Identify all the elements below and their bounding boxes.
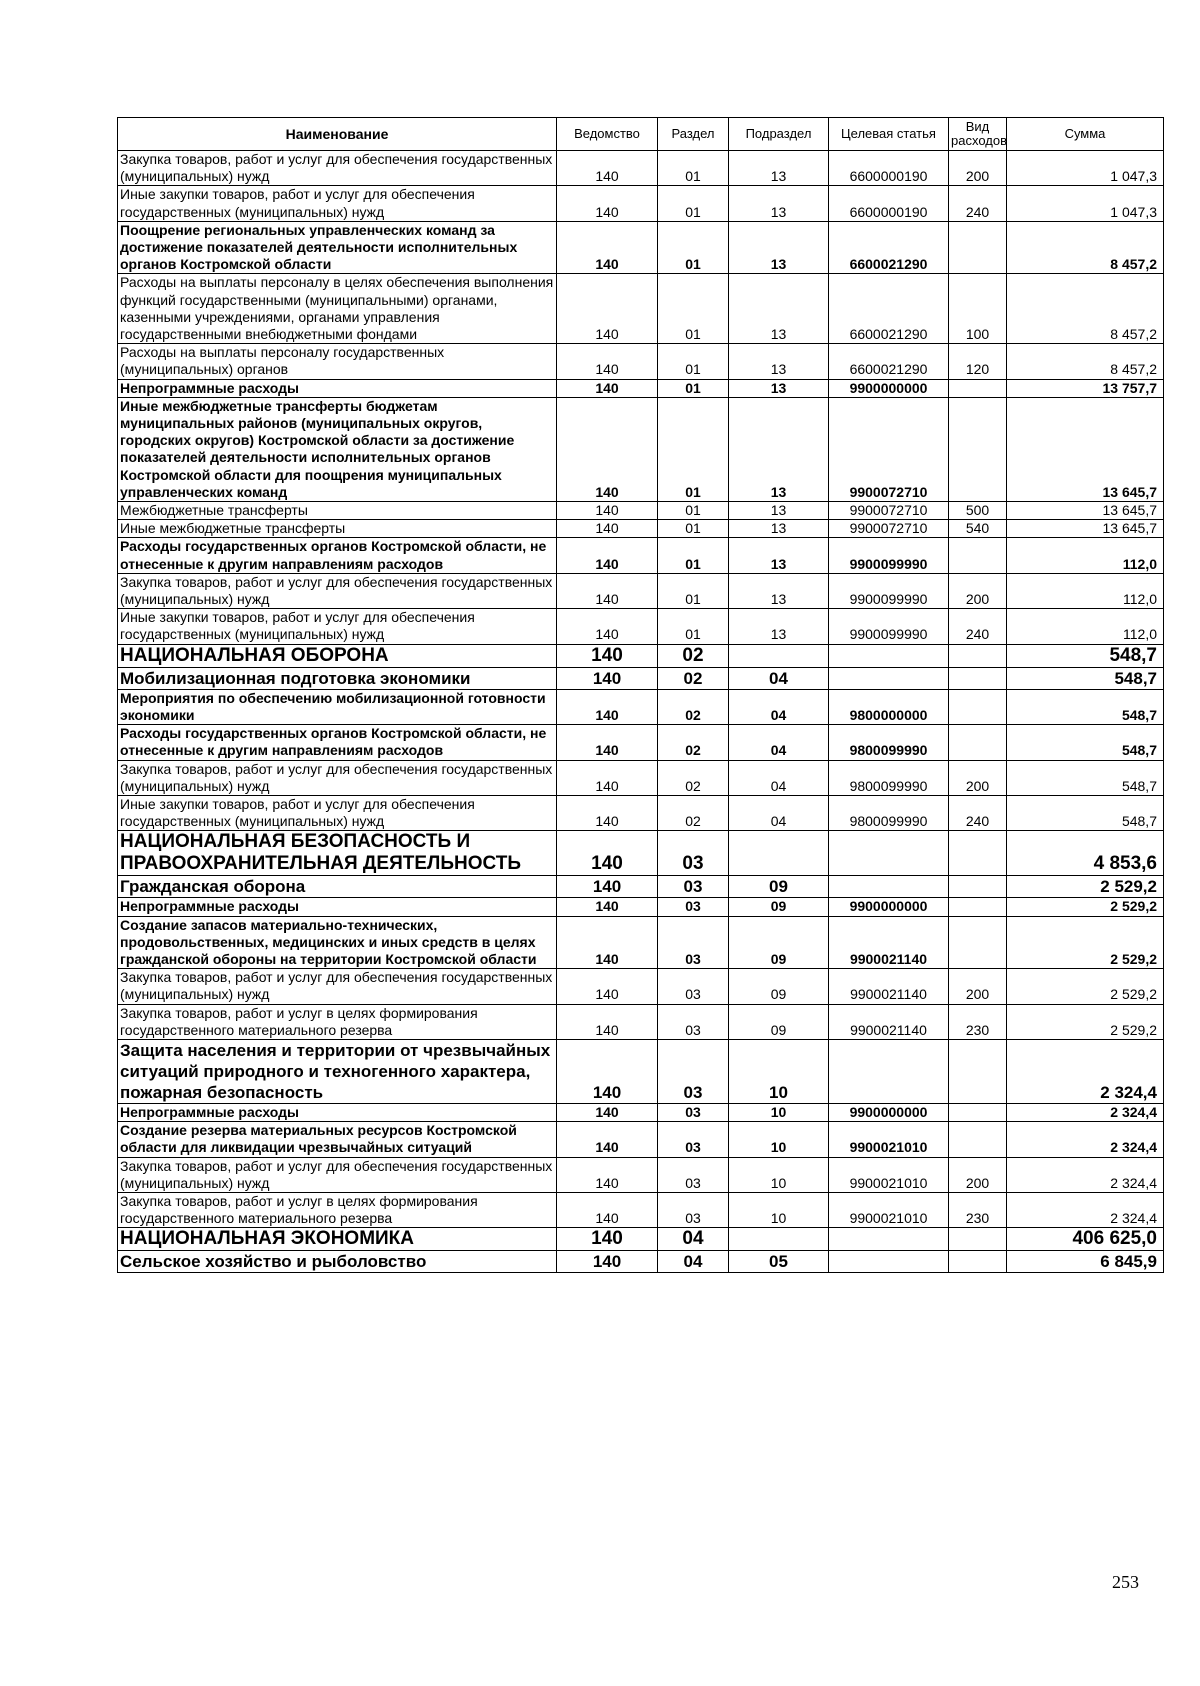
- cell-name: НАЦИОНАЛЬНАЯ ОБОРОНА: [118, 644, 557, 667]
- table-row: [118, 689, 1164, 724]
- cell-vedomstvo: 140: [557, 344, 658, 379]
- cell-razdel: 04: [658, 1251, 729, 1273]
- cell-vedomstvo: 140: [557, 667, 658, 689]
- cell-name: Создание запасов материально-технических, продовольственных, медицинских и иных средств в целях гражданской обороны на территории Костромской области: [118, 916, 557, 969]
- header-statya: Целевая статья: [829, 118, 949, 151]
- cell-name: Защита населения и территории от чрезвычайных ситуаций природного и техногенного характера, пожарная безопасность: [118, 1039, 557, 1103]
- cell-razdel: 01: [658, 274, 729, 344]
- cell-razdel: 01: [658, 221, 729, 274]
- cell-statya: 9800099990: [829, 795, 949, 830]
- cell-vid: 500: [949, 502, 1007, 520]
- cell-vid: [949, 1228, 1007, 1251]
- cell-statya: 9900099990: [829, 609, 949, 644]
- table-row: [118, 1103, 1164, 1121]
- cell-summa: 6 845,9: [1007, 1251, 1164, 1273]
- cell-vid: 230: [949, 1004, 1007, 1039]
- cell-vedomstvo: 140: [557, 916, 658, 969]
- table-row: [118, 520, 1164, 538]
- cell-statya: 9900072710: [829, 520, 949, 538]
- cell-podrazdel: 13: [729, 520, 829, 538]
- cell-vid: 200: [949, 1157, 1007, 1192]
- cell-name: Иные закупки товаров, работ и услуг для обеспечения государственных (муниципальных) нужд: [118, 186, 557, 221]
- table-row: [118, 573, 1164, 608]
- cell-name: Сельское хозяйство и рыболовство: [118, 1251, 557, 1273]
- cell-podrazdel: 10: [729, 1192, 829, 1227]
- cell-razdel: 04: [658, 1228, 729, 1251]
- cell-summa: 548,7: [1007, 795, 1164, 830]
- cell-summa: 2 324,4: [1007, 1192, 1164, 1227]
- cell-statya: 9900000000: [829, 1103, 949, 1121]
- cell-summa: 2 529,2: [1007, 876, 1164, 898]
- cell-statya: 9800099990: [829, 760, 949, 795]
- cell-summa: 1 047,3: [1007, 151, 1164, 186]
- cell-podrazdel: 04: [729, 795, 829, 830]
- cell-podrazdel: 05: [729, 1251, 829, 1273]
- budget-table: [117, 117, 1164, 1273]
- cell-vedomstvo: 140: [557, 1157, 658, 1192]
- cell-name: Иные межбюджетные трансферты: [118, 520, 557, 538]
- cell-vid: [949, 1039, 1007, 1103]
- cell-razdel: 03: [658, 1192, 729, 1227]
- cell-podrazdel: 04: [729, 689, 829, 724]
- cell-summa: 548,7: [1007, 667, 1164, 689]
- header-vedomstvo: Ведомство: [557, 118, 658, 151]
- cell-statya: 9900099990: [829, 538, 949, 573]
- cell-vedomstvo: 140: [557, 831, 658, 876]
- cell-summa: 2 529,2: [1007, 898, 1164, 916]
- cell-vid: [949, 831, 1007, 876]
- cell-statya: 9900099990: [829, 573, 949, 608]
- cell-summa: 548,7: [1007, 760, 1164, 795]
- cell-vid: [949, 538, 1007, 573]
- cell-vedomstvo: 140: [557, 502, 658, 520]
- cell-vedomstvo: 140: [557, 1228, 658, 1251]
- cell-razdel: 02: [658, 795, 729, 830]
- cell-vedomstvo: 140: [557, 1251, 658, 1273]
- cell-name: НАЦИОНАЛЬНАЯ БЕЗОПАСНОСТЬ И ПРАВООХРАНИТЕЛЬНАЯ ДЕЯТЕЛЬНОСТЬ: [118, 831, 557, 876]
- cell-razdel: 01: [658, 397, 729, 501]
- cell-statya: 9900021140: [829, 916, 949, 969]
- table-header-row: [118, 118, 1164, 151]
- cell-name: Поощрение региональных управленческих команд за достижение показателей деятельности исполнительных органов Костромской области: [118, 221, 557, 274]
- cell-vedomstvo: 140: [557, 1004, 658, 1039]
- cell-razdel: 01: [658, 502, 729, 520]
- cell-summa: 2 324,4: [1007, 1103, 1164, 1121]
- cell-name: Закупка товаров, работ и услуг в целях формирования государственного материального резерва: [118, 1192, 557, 1227]
- cell-vedomstvo: 140: [557, 379, 658, 397]
- cell-name: Иные закупки товаров, работ и услуг для обеспечения государственных (муниципальных) нужд: [118, 795, 557, 830]
- cell-summa: 13 645,7: [1007, 520, 1164, 538]
- cell-statya: 6600000190: [829, 151, 949, 186]
- cell-vedomstvo: 140: [557, 151, 658, 186]
- table-row: [118, 1004, 1164, 1039]
- cell-vid: [949, 221, 1007, 274]
- cell-vedomstvo: 140: [557, 221, 658, 274]
- cell-vid: [949, 916, 1007, 969]
- cell-podrazdel: 09: [729, 969, 829, 1004]
- cell-razdel: 03: [658, 969, 729, 1004]
- table-row: [118, 795, 1164, 830]
- cell-name: Гражданская оборона: [118, 876, 557, 898]
- cell-name: Непрограммные расходы: [118, 898, 557, 916]
- cell-vedomstvo: 140: [557, 573, 658, 608]
- table-row: [118, 274, 1164, 344]
- cell-statya: 9900072710: [829, 502, 949, 520]
- cell-vid: 240: [949, 186, 1007, 221]
- cell-vid: 240: [949, 795, 1007, 830]
- cell-razdel: 02: [658, 644, 729, 667]
- cell-statya: 6600021290: [829, 221, 949, 274]
- cell-vedomstvo: 140: [557, 795, 658, 830]
- cell-name: Иные межбюджетные трансферты бюджетам муниципальных районов (муниципальных округов, городских округов) Костромской области за достижение показателей деятельности исполнительных органов Костромской области для поощрения муниципальных управленческих команд: [118, 397, 557, 501]
- cell-vedomstvo: 140: [557, 1103, 658, 1121]
- table-row: [118, 916, 1164, 969]
- cell-podrazdel: 04: [729, 725, 829, 760]
- cell-summa: 2 529,2: [1007, 969, 1164, 1004]
- table-row: [118, 644, 1164, 667]
- cell-name: Закупка товаров, работ и услуг для обеспечения государственных (муниципальных) нужд: [118, 1157, 557, 1192]
- cell-vedomstvo: 140: [557, 1192, 658, 1227]
- cell-razdel: 03: [658, 1103, 729, 1121]
- cell-vedomstvo: 140: [557, 1122, 658, 1157]
- cell-name: Расходы на выплаты персоналу в целях обеспечения выполнения функций государственными (муниципальными) органами, казенными учреждениями, органами управления государственными внебюджетными фондами: [118, 274, 557, 344]
- cell-statya: 9900021140: [829, 1004, 949, 1039]
- table-row: [118, 1039, 1164, 1103]
- cell-name: Закупка товаров, работ и услуг для обеспечения государственных (муниципальных) нужд: [118, 760, 557, 795]
- table-row: [118, 1157, 1164, 1192]
- cell-summa: 2 529,2: [1007, 916, 1164, 969]
- cell-name: Мероприятия по обеспечению мобилизационной готовности экономики: [118, 689, 557, 724]
- cell-name: Расходы на выплаты персоналу государственных (муниципальных) органов: [118, 344, 557, 379]
- cell-vedomstvo: 140: [557, 186, 658, 221]
- cell-razdel: 03: [658, 916, 729, 969]
- cell-razdel: 01: [658, 573, 729, 608]
- cell-podrazdel: [729, 831, 829, 876]
- cell-vid: [949, 898, 1007, 916]
- page-number: 253: [1112, 1572, 1139, 1592]
- table-body: [118, 151, 1164, 1273]
- cell-podrazdel: 13: [729, 502, 829, 520]
- cell-vedomstvo: 140: [557, 644, 658, 667]
- cell-name: Расходы государственных органов Костромской области, не отнесенные к другим направлениям расходов: [118, 538, 557, 573]
- cell-razdel: 03: [658, 1157, 729, 1192]
- cell-statya: 9900021140: [829, 969, 949, 1004]
- table-row: [118, 876, 1164, 898]
- cell-statya: 6600021290: [829, 274, 949, 344]
- cell-vedomstvo: 140: [557, 1039, 658, 1103]
- cell-razdel: 01: [658, 538, 729, 573]
- cell-razdel: 01: [658, 609, 729, 644]
- cell-vid: [949, 689, 1007, 724]
- cell-summa: 112,0: [1007, 538, 1164, 573]
- cell-statya: 9900072710: [829, 397, 949, 501]
- cell-summa: 13 645,7: [1007, 397, 1164, 501]
- cell-razdel: 03: [658, 1122, 729, 1157]
- cell-vid: [949, 1122, 1007, 1157]
- cell-name: Закупка товаров, работ и услуг для обеспечения государственных (муниципальных) нужд: [118, 573, 557, 608]
- cell-vid: 120: [949, 344, 1007, 379]
- cell-razdel: 03: [658, 1004, 729, 1039]
- table-row: [118, 502, 1164, 520]
- table-row: [118, 379, 1164, 397]
- header-podrazdel: Подраздел: [729, 118, 829, 151]
- table-row: [118, 1122, 1164, 1157]
- table-row: [118, 344, 1164, 379]
- cell-razdel: 03: [658, 831, 729, 876]
- cell-vedomstvo: 140: [557, 538, 658, 573]
- cell-statya: 9900021010: [829, 1192, 949, 1227]
- cell-podrazdel: 13: [729, 397, 829, 501]
- cell-vedomstvo: 140: [557, 898, 658, 916]
- cell-vid: 100: [949, 274, 1007, 344]
- cell-podrazdel: 13: [729, 274, 829, 344]
- cell-statya: 6600000190: [829, 186, 949, 221]
- cell-vedomstvo: 140: [557, 689, 658, 724]
- cell-statya: [829, 1228, 949, 1251]
- cell-summa: 112,0: [1007, 573, 1164, 608]
- cell-name: Мобилизационная подготовка экономики: [118, 667, 557, 689]
- table-row: [118, 538, 1164, 573]
- cell-razdel: 03: [658, 1039, 729, 1103]
- cell-vid: [949, 667, 1007, 689]
- cell-summa: 548,7: [1007, 689, 1164, 724]
- cell-vid: [949, 876, 1007, 898]
- cell-podrazdel: 13: [729, 609, 829, 644]
- header-name: Наименование: [118, 118, 557, 151]
- cell-summa: 548,7: [1007, 644, 1164, 667]
- cell-name: Создание резерва материальных ресурсов Костромской области для ликвидации чрезвычайных ситуаций: [118, 1122, 557, 1157]
- table-row: [118, 667, 1164, 689]
- cell-summa: 8 457,2: [1007, 344, 1164, 379]
- cell-podrazdel: 10: [729, 1157, 829, 1192]
- cell-statya: 9900021010: [829, 1122, 949, 1157]
- cell-vid: 540: [949, 520, 1007, 538]
- cell-name: Закупка товаров, работ и услуг для обеспечения государственных (муниципальных) нужд: [118, 969, 557, 1004]
- cell-name: Закупка товаров, работ и услуг для обеспечения государственных (муниципальных) нужд: [118, 151, 557, 186]
- cell-vid: [949, 644, 1007, 667]
- cell-vid: [949, 1103, 1007, 1121]
- header-summa: Сумма: [1007, 118, 1164, 151]
- cell-vedomstvo: 140: [557, 876, 658, 898]
- table-row: [118, 221, 1164, 274]
- header-vid: Вид расходов: [949, 118, 1007, 151]
- cell-podrazdel: 10: [729, 1103, 829, 1121]
- cell-vid: 200: [949, 760, 1007, 795]
- table-row: [118, 831, 1164, 876]
- cell-summa: 8 457,2: [1007, 221, 1164, 274]
- cell-vedomstvo: 140: [557, 397, 658, 501]
- cell-vid: 200: [949, 969, 1007, 1004]
- cell-summa: 406 625,0: [1007, 1228, 1164, 1251]
- cell-podrazdel: 04: [729, 667, 829, 689]
- header-razdel: Раздел: [658, 118, 729, 151]
- cell-summa: 548,7: [1007, 725, 1164, 760]
- cell-podrazdel: [729, 644, 829, 667]
- cell-vid: 230: [949, 1192, 1007, 1227]
- cell-vedomstvo: 140: [557, 274, 658, 344]
- cell-podrazdel: 13: [729, 344, 829, 379]
- cell-statya: 6600021290: [829, 344, 949, 379]
- cell-podrazdel: 13: [729, 573, 829, 608]
- cell-vid: 200: [949, 151, 1007, 186]
- cell-razdel: 01: [658, 520, 729, 538]
- table-row: [118, 760, 1164, 795]
- cell-vid: [949, 1251, 1007, 1273]
- cell-name: Непрограммные расходы: [118, 379, 557, 397]
- cell-summa: 2 529,2: [1007, 1004, 1164, 1039]
- cell-podrazdel: 13: [729, 379, 829, 397]
- cell-razdel: 03: [658, 876, 729, 898]
- cell-razdel: 02: [658, 667, 729, 689]
- cell-vid: [949, 397, 1007, 501]
- cell-podrazdel: 13: [729, 151, 829, 186]
- cell-statya: [829, 644, 949, 667]
- cell-vid: [949, 379, 1007, 397]
- cell-summa: 8 457,2: [1007, 274, 1164, 344]
- cell-statya: [829, 876, 949, 898]
- cell-name: Закупка товаров, работ и услуг в целях формирования государственного материального резерва: [118, 1004, 557, 1039]
- cell-podrazdel: 09: [729, 916, 829, 969]
- table-row: [118, 898, 1164, 916]
- cell-podrazdel: 10: [729, 1122, 829, 1157]
- table-row: [118, 186, 1164, 221]
- cell-podrazdel: 09: [729, 898, 829, 916]
- cell-name: Межбюджетные трансферты: [118, 502, 557, 520]
- cell-razdel: 01: [658, 344, 729, 379]
- table-row: [118, 151, 1164, 186]
- table-row: [118, 1251, 1164, 1273]
- cell-vedomstvo: 140: [557, 969, 658, 1004]
- cell-podrazdel: 13: [729, 186, 829, 221]
- cell-podrazdel: 04: [729, 760, 829, 795]
- cell-vedomstvo: 140: [557, 760, 658, 795]
- cell-statya: 9800000000: [829, 689, 949, 724]
- cell-razdel: 02: [658, 689, 729, 724]
- cell-statya: [829, 831, 949, 876]
- cell-summa: 2 324,4: [1007, 1039, 1164, 1103]
- cell-vedomstvo: 140: [557, 725, 658, 760]
- cell-statya: [829, 1251, 949, 1273]
- cell-name: НАЦИОНАЛЬНАЯ ЭКОНОМИКА: [118, 1228, 557, 1251]
- cell-razdel: 02: [658, 760, 729, 795]
- cell-razdel: 02: [658, 725, 729, 760]
- cell-podrazdel: 10: [729, 1039, 829, 1103]
- cell-podrazdel: 09: [729, 1004, 829, 1039]
- cell-vedomstvo: 140: [557, 609, 658, 644]
- cell-podrazdel: 09: [729, 876, 829, 898]
- cell-statya: 9800099990: [829, 725, 949, 760]
- cell-vid: 200: [949, 573, 1007, 608]
- cell-name: Иные закупки товаров, работ и услуг для обеспечения государственных (муниципальных) нужд: [118, 609, 557, 644]
- cell-razdel: 01: [658, 151, 729, 186]
- cell-statya: 9900000000: [829, 379, 949, 397]
- cell-razdel: 01: [658, 186, 729, 221]
- cell-summa: 2 324,4: [1007, 1122, 1164, 1157]
- budget-table-sheet: [117, 117, 1163, 1273]
- cell-name: Непрограммные расходы: [118, 1103, 557, 1121]
- table-row: [118, 609, 1164, 644]
- cell-razdel: 01: [658, 379, 729, 397]
- cell-statya: [829, 667, 949, 689]
- cell-summa: 1 047,3: [1007, 186, 1164, 221]
- cell-vid: 240: [949, 609, 1007, 644]
- table-row: [118, 1192, 1164, 1227]
- cell-summa: 112,0: [1007, 609, 1164, 644]
- cell-podrazdel: [729, 1228, 829, 1251]
- cell-summa: 2 324,4: [1007, 1157, 1164, 1192]
- table-row: [118, 725, 1164, 760]
- cell-summa: 4 853,6: [1007, 831, 1164, 876]
- cell-summa: 13 645,7: [1007, 502, 1164, 520]
- cell-vedomstvo: 140: [557, 520, 658, 538]
- cell-podrazdel: 13: [729, 221, 829, 274]
- cell-razdel: 03: [658, 898, 729, 916]
- cell-vid: [949, 725, 1007, 760]
- cell-podrazdel: 13: [729, 538, 829, 573]
- cell-name: Расходы государственных органов Костромской области, не отнесенные к другим направлениям расходов: [118, 725, 557, 760]
- cell-statya: [829, 1039, 949, 1103]
- cell-statya: 9900021010: [829, 1157, 949, 1192]
- table-row: [118, 969, 1164, 1004]
- cell-summa: 13 757,7: [1007, 379, 1164, 397]
- table-row: [118, 1228, 1164, 1251]
- cell-statya: 9900000000: [829, 898, 949, 916]
- table-row: [118, 397, 1164, 501]
